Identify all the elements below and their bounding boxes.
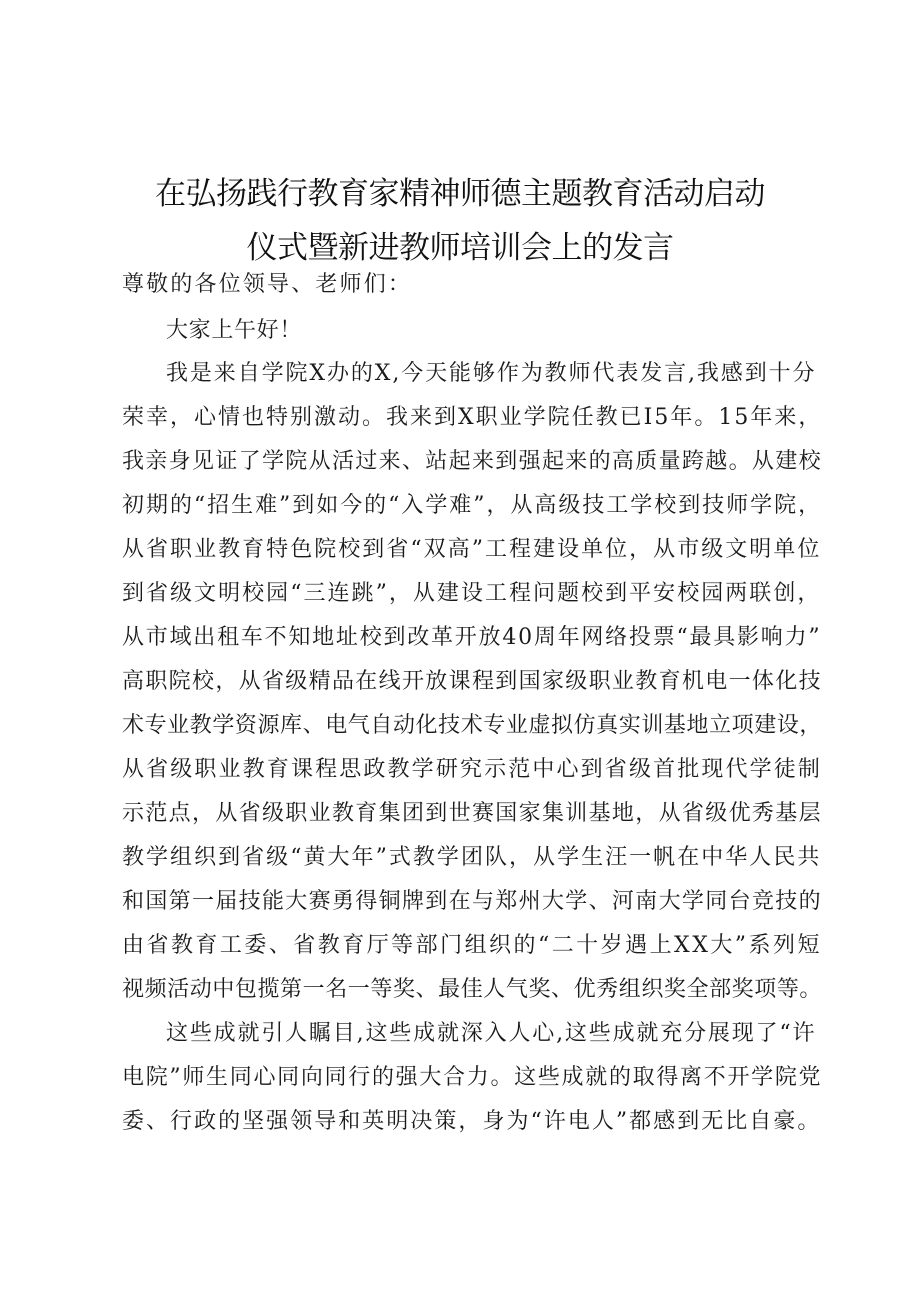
document-title-line-2: 仪式暨新进教师培训会上的发言 <box>246 230 674 266</box>
paragraph-1-line: 荣幸，心情也特别激动。我来到X职业学院任教已I5年。15年来， <box>122 405 823 430</box>
paragraph-1-line: 高职院校，从省级精品在线开放课程到国家级职业教育机电一体化技 <box>122 669 822 694</box>
paragraph-1-line: 术专业教学资源库、电气自动化技术专业虚拟仿真实训基地立项建设， <box>122 713 822 738</box>
paragraph-1-line: 示范点，从省级职业教育集团到世赛国家集训基地，从省级优秀基层 <box>122 801 822 826</box>
paragraph-1-line: 和国第一届技能大赛勇得铜牌到在与郑州大学、河南大学同台竞技的 <box>122 889 822 914</box>
document-title-line-1: 在弘扬践行教育家精神师德主题教育活动启动 <box>155 176 765 212</box>
paragraph-2-line: 这些成就引人瞩目,这些成就深入人心,这些成就充分展现了“许 <box>166 1021 817 1046</box>
greeting: 大家上午好！ <box>166 318 303 343</box>
paragraph-1-line: 我亲身见证了学院从活过来、站起来到强起来的高质量跨越。从建校 <box>122 449 822 474</box>
paragraph-1-line: 初期的“招生难”到如今的“入学难”，从高级技工学校到技师学院， <box>122 493 823 518</box>
paragraph-1-line: 从省职业教育特色院校到省“双高”工程建设单位，从市级文明单位 <box>122 537 822 562</box>
paragraph-1-line: 由省教育工委、省教育厅等部门组织的“二十岁遇上XX大”系列短 <box>122 933 822 958</box>
paragraph-2-line: 委、行政的坚强领导和英明决策，身为“许电人”都感到无比自豪。 <box>122 1109 822 1134</box>
paragraph-1-line: 我是来自学院X办的X,今天能够作为教师代表发言,我感到十分 <box>166 361 817 386</box>
paragraph-1-line: 视频活动中包揽第一名一等奖、最佳人气奖、优秀组织奖全部奖项等。 <box>122 977 822 1002</box>
paragraph-1-line: 到省级文明校园“三连跳”，从建设工程问题校到平安校园两联创， <box>122 581 822 606</box>
salutation: 尊敬的各位领导、老师们： <box>122 272 413 297</box>
paragraph-2-line: 电院”师生同心同向同行的强大合力。这些成就的取得离不开学院党 <box>122 1065 823 1090</box>
paragraph-1-line: 从省级职业教育课程思政教学研究示范中心到省级首批现代学徒制 <box>122 757 823 782</box>
paragraph-1-line: 教学组织到省级“黄大年”式教学团队，从学生汪一帆在中华人民共 <box>122 845 822 870</box>
paragraph-1-line: 从市域出租车不知地址校到改革开放40周年网络投票“最具影响力” <box>122 625 822 650</box>
